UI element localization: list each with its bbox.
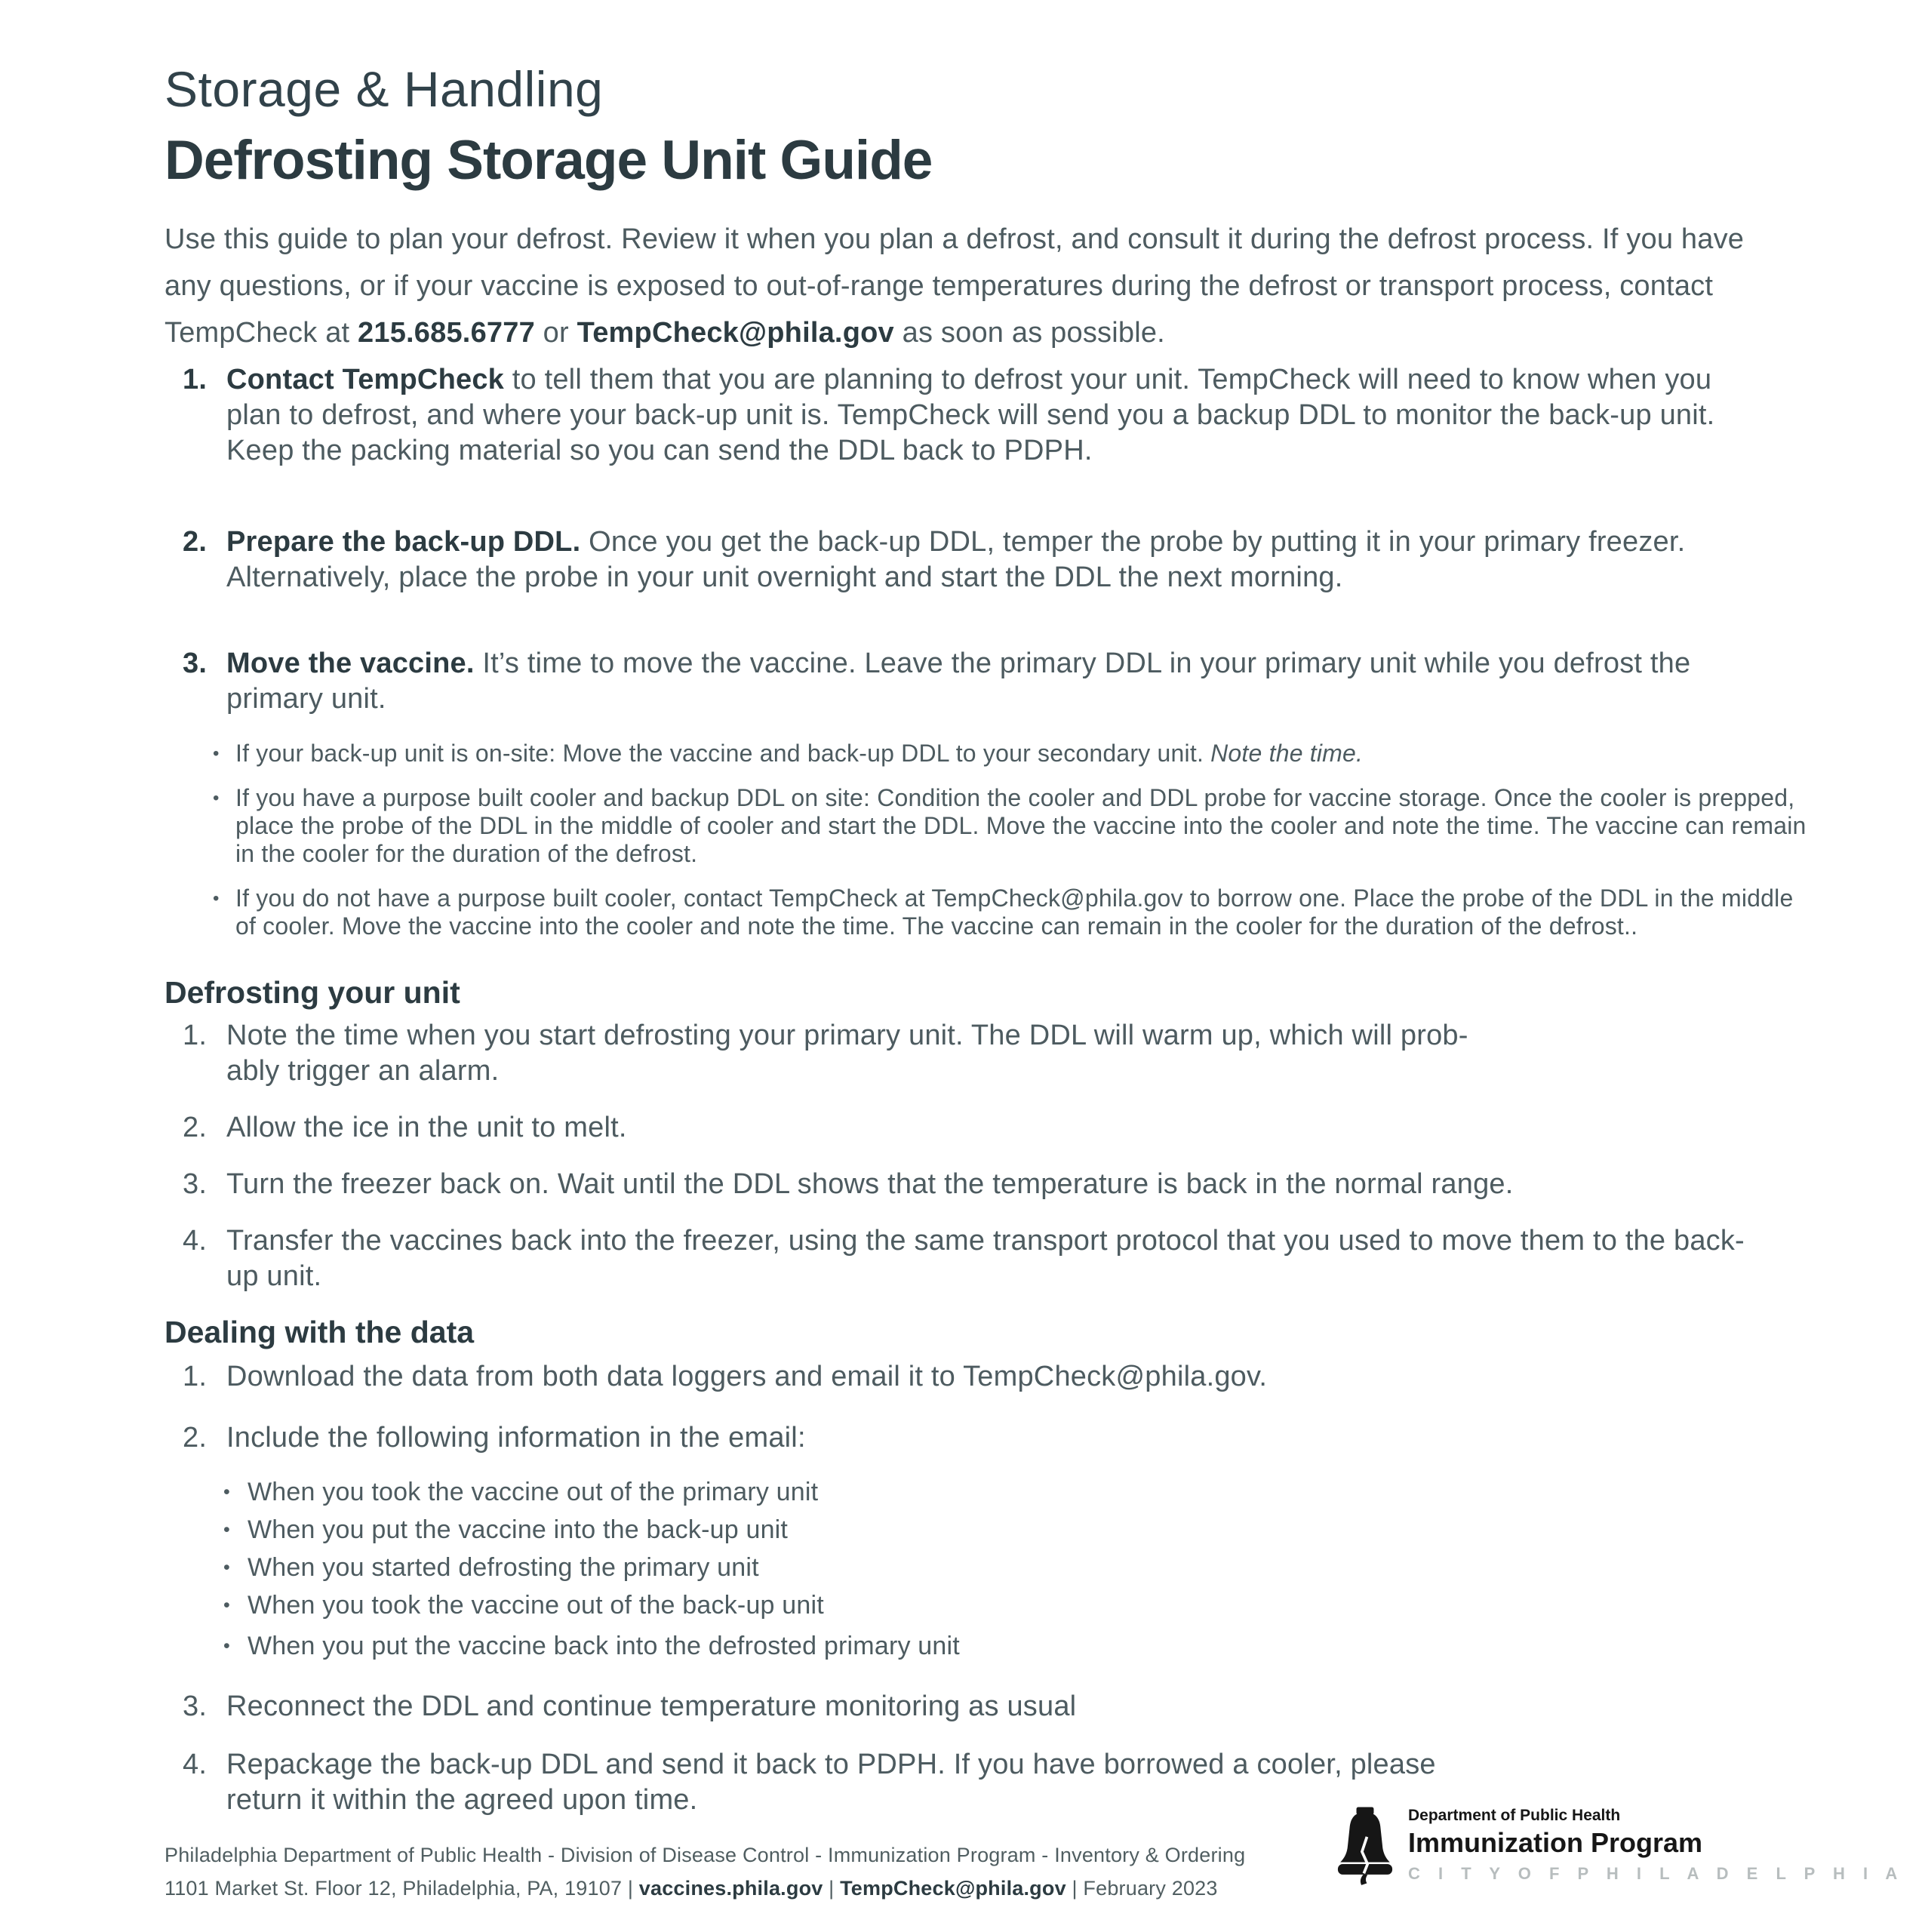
step-text: Reconnect the DDL and continue temperature monitoring as usual [226, 1690, 1077, 1722]
step-lead: Contact TempCheck [226, 364, 504, 395]
step-number: 3. [183, 1168, 208, 1200]
bullet-item [213, 784, 1813, 868]
logo-program-label: Immunization Program [1408, 1827, 1703, 1858]
step-text: Transfer the vaccines back into the freezer, using the same transport protocol that you used to move them to the back-up unit. [226, 1225, 1745, 1292]
step-number: 4. [183, 1225, 208, 1257]
info-bullet-item [223, 1590, 1764, 1621]
footer-separator: | [823, 1877, 841, 1900]
liberty-bell-icon [1334, 1807, 1396, 1887]
step-text: Include the following information in the email: [226, 1422, 806, 1454]
step-body: to tell them that you are planning to defrost your unit. TempCheck will need to know when you plan to defrost, and where your back-up unit is. TempCheck will send you a backup DDL to monitor the back-up unit. Keep the packing material so you can send the DDL back to PDPH. [226, 364, 1715, 466]
step-number: 1. [183, 1361, 208, 1392]
email-info-bullets [223, 1477, 1764, 1662]
document-header [165, 63, 1764, 190]
step-text [226, 362, 1764, 469]
logo-department-label: Department of Public Health [1408, 1807, 1621, 1824]
logo-city-label: C I T Y O F P H I L A D E L P H I A [1408, 1864, 1905, 1883]
info-bullet-item [223, 1552, 1764, 1583]
step-text [226, 525, 1764, 595]
step-contact-tempcheck [165, 362, 1764, 469]
logo-text [1408, 1807, 1904, 1887]
doc-category-title: Storage & Handling [165, 61, 604, 117]
step-number: 2. [183, 526, 208, 558]
data-step-3 [165, 1689, 1764, 1724]
bullet-text [235, 884, 1813, 940]
step-line: return it within the agreed upon time. [226, 1784, 698, 1816]
step-line: ably trigger an alarm. [226, 1055, 500, 1087]
bullet-text [235, 784, 1813, 868]
step-text: Download the data from both data loggers and email it to TempCheck@phila.gov. [226, 1361, 1268, 1392]
bullet-dot-icon: • [223, 1557, 230, 1578]
info-bullet-text: When you put the vaccine into the back-up unit [248, 1515, 789, 1544]
step-line: Note the time when you start defrosting your primary unit. The DDL will warm up, which will prob- [226, 1020, 1468, 1051]
section-defrosting-your-unit [165, 975, 1764, 1294]
defrost-step-2 [165, 1110, 1764, 1146]
step-text [226, 646, 1764, 717]
step-lead: Prepare the back-up DDL. [226, 526, 581, 558]
data-step-2 [165, 1420, 1764, 1456]
bullet-text [235, 740, 1813, 768]
bullet-dot-icon: • [223, 1595, 230, 1616]
info-bullet-item [223, 1515, 1764, 1546]
step-line: Repackage the back-up DDL and send it back to PDPH. If you have borrowed a cooler, please [226, 1749, 1436, 1780]
step-prepare-ddl [165, 525, 1764, 595]
step-body: Once you get the back-up DDL, temper the probe by putting it in your primary freezer. Alternatively, place the probe in your unit overnight and start the DDL the next morning. [226, 526, 1686, 593]
bullet-dot-icon: • [223, 1635, 230, 1657]
defrost-step-4 [165, 1223, 1764, 1294]
defrost-step-1 [165, 1018, 1764, 1089]
footer-org-line: Philadelphia Department of Public Health - Division of Disease Control - Immunization Program - Inventory & Ordering [165, 1844, 1246, 1866]
step-number: 2. [183, 1422, 208, 1454]
info-bullet-text: When you took the vaccine out of the primary unit [248, 1478, 819, 1506]
phone-number: 215.685.6777 [358, 317, 535, 349]
intro-text-1: Use this guide to plan your defrost. Review it when you plan a defrost, and consult it during the defrost process. If you have any questions, or if your vaccine is exposed to out-of-range temperatures during the defrost or transport process, contact TempCheck at [165, 223, 1745, 349]
bullet-run: If your back-up unit is on-site: Move the vaccine and back-up DDL to your secondary unit. [235, 740, 1211, 767]
pdph-logo [1334, 1807, 1904, 1887]
step-number: 4. [183, 1749, 208, 1780]
info-bullet-item [223, 1631, 1764, 1662]
bullet-italic: Note the time. [1210, 740, 1364, 767]
step-number: 2. [183, 1112, 208, 1143]
info-bullet-text: When you started defrosting the primary unit [248, 1553, 759, 1582]
step-number: 1. [183, 1020, 208, 1051]
step-number: 3. [183, 1690, 208, 1722]
page-title: Defrosting Storage Unit Guide [165, 130, 933, 192]
section-dealing-with-the-data [165, 1315, 1764, 1818]
section-heading: Dealing with the data [165, 1315, 475, 1349]
bullet-run: If you have a purpose built cooler and backup DDL on site: Condition the cooler and DDL probe for vaccine storage. Once the cooler is prepped, place the probe of the DDL in the middle of cooler and start the DDL. Move the vaccine into the cooler and note the time. The vaccine can remain in the cooler for the duration of the defrost. [235, 784, 1807, 867]
info-bullet-text: When you took the vaccine out of the back-up unit [248, 1591, 824, 1620]
footer-date: | February 2023 [1066, 1877, 1218, 1900]
footer-website: vaccines.phila.gov [638, 1877, 823, 1900]
email-address: TempCheck@phila.gov [577, 317, 894, 349]
defrost-step-3 [165, 1167, 1764, 1202]
bullet-run: If you do not have a purpose built cooler, contact TempCheck at TempCheck@phila.gov to borrow one. Place the probe of the DDL in the middle of cooler. Move the vaccine into the cooler and note the time. The vaccine can remain in the cooler for the duration of the defrost.. [235, 884, 1794, 940]
intro-text-2: or [534, 317, 577, 349]
bullet-item [213, 884, 1813, 940]
footer-address: 1101 Market St. Floor 12, Philadelphia, PA, 19107 | [165, 1877, 639, 1900]
step-body: It’s time to move the vaccine. Leave the primary DDL in your primary unit while you defrost the primary unit. [226, 648, 1691, 715]
step-text [226, 1018, 1764, 1089]
bullet-dot-icon: • [213, 788, 220, 808]
info-bullet-text: When you put the vaccine back into the defrosted primary unit [248, 1632, 960, 1660]
step-text: Allow the ice in the unit to melt. [226, 1112, 627, 1143]
section-heading: Defrosting your unit [165, 975, 460, 1010]
intro-text-3: as soon as possible. [893, 317, 1165, 349]
bullet-item [213, 740, 1813, 768]
step-move-vaccine [165, 646, 1764, 717]
step-number: 3. [183, 648, 208, 679]
footer-email: TempCheck@phila.gov [840, 1877, 1066, 1900]
bullet-dot-icon: • [213, 743, 220, 764]
info-bullet-item [223, 1477, 1764, 1508]
step-text: Turn the freezer back on. Wait until the DDL shows that the temperature is back in the normal range. [226, 1168, 1514, 1200]
bullet-dot-icon: • [223, 1481, 230, 1503]
intro-paragraph [165, 216, 1764, 356]
bullet-dot-icon: • [213, 888, 220, 909]
data-step-1 [165, 1359, 1764, 1395]
step-lead: Move the vaccine. [226, 648, 475, 679]
step-number: 1. [183, 364, 208, 395]
move-vaccine-bullets [213, 740, 1813, 940]
bullet-dot-icon: • [223, 1519, 230, 1540]
